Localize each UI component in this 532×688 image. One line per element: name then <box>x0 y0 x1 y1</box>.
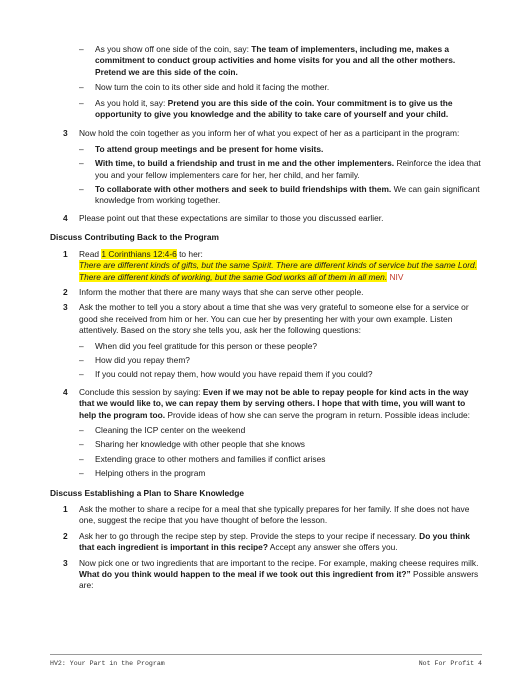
dash-marker: – <box>79 44 84 54</box>
step-bold-text: Do you think that each ingredient is important in this recipe? <box>79 530 470 553</box>
step-text: Ask her to go through the recipe step by step. Provide the steps to your recipe if necessary. <box>79 530 420 541</box>
step-number: 3 <box>63 128 68 139</box>
list-item <box>0 439 532 450</box>
item-bold-text: With time, to build a friendship and trust in me and the other implementers. <box>95 158 395 169</box>
dash-marker: – <box>79 82 84 93</box>
step-text: Now hold the coin together as you inform her of what you expect of her as a participant in the program: <box>79 128 460 139</box>
item-text: How did you repay them? <box>95 354 190 365</box>
list-item <box>0 454 532 465</box>
item-text: As you hold it, say: <box>95 97 168 108</box>
dash-marker: – <box>79 97 84 108</box>
scripture-quote: There are different kinds of gifts, but the same Spirit. There are different kinds of service but the same Lord. There are different kinds of working, but the same God works all of them in all men. <box>79 260 478 282</box>
numbered-step <box>0 387 532 421</box>
step-number: 4 <box>63 212 68 223</box>
footer-title: HV2: Your Part in the Program <box>50 660 165 667</box>
numbered-step <box>0 213 532 224</box>
dash-marker: – <box>79 453 84 464</box>
numbered-step <box>0 287 532 298</box>
list-item <box>0 369 532 380</box>
numbered-step <box>0 531 532 554</box>
step-text: Inform the mother that there are many ways that she can serve other people. <box>79 286 364 297</box>
step-text: Possible answers are: <box>79 569 479 591</box>
list-item <box>0 158 532 181</box>
item-bold-text: To attend group meetings and be present for home visits. <box>95 143 324 154</box>
dash-marker: – <box>79 468 84 479</box>
step-text: Conclude this session by saying: <box>79 386 203 397</box>
item-text: If you could not repay them, how would you have repaid them if you could? <box>95 369 373 380</box>
numbered-step <box>0 504 532 527</box>
item-text: Helping others in the program <box>95 468 206 479</box>
step-number: 2 <box>63 286 68 297</box>
dash-marker: – <box>79 184 84 195</box>
dash-marker: – <box>79 439 84 450</box>
list-item <box>0 468 532 479</box>
dash-marker: – <box>79 354 84 365</box>
list-item <box>0 98 532 121</box>
list-item <box>0 355 532 366</box>
dash-marker: – <box>79 369 84 380</box>
list-item <box>0 341 532 352</box>
step-text: Provide ideas of how she can serve the program in return. Possible ideas include: <box>165 409 471 420</box>
section-heading: Discuss Establishing a Plan to Share Knowledge <box>50 487 245 498</box>
footer-page-number: Not For Profit 4 <box>418 660 482 667</box>
step-bold-text: Even if we may not be able to repay people for kind acts in the way that we would like to, we can repay them by serving others. I hope that with time, you will want to help the program too. <box>79 386 469 420</box>
page-footer <box>50 654 482 669</box>
item-text: As you show off one side of the coin, say: <box>95 44 252 54</box>
section-heading: Discuss Contributing Back to the Program <box>50 232 219 243</box>
step-text: Please point out that these expectations are similar to those you discussed earlier. <box>79 212 384 223</box>
step-text: to her: <box>176 248 203 259</box>
step-number: 3 <box>63 557 68 568</box>
step-text: Ask the mother to tell you a story about a time that she was very grateful to someone else for a service or good she received from him or her. You can cue her by presenting her with your own example. Listen attentively. Based on the story she tells you, ask her the following questions: <box>79 302 469 336</box>
step-number: 4 <box>63 386 68 397</box>
item-text: When did you feel gratitude for this person or these people? <box>95 340 318 351</box>
step-number: 1 <box>63 504 68 514</box>
step-bold-text: What do you think would happen to the meal if we took out this ingredient from it?” <box>79 569 411 580</box>
item-bold-text: Pretend you are this side of the coin. Your commitment is to give us the opportunity to give you knowledge and the ability to take care of yourself and your child. <box>95 97 453 120</box>
dash-marker: – <box>79 424 84 435</box>
dash-marker: – <box>79 158 84 169</box>
list-item <box>0 425 532 436</box>
list-item <box>0 44 532 78</box>
numbered-step <box>0 249 532 283</box>
item-text: Extending grace to other mothers and families if conflict arises <box>95 453 326 464</box>
dash-marker: – <box>79 340 84 351</box>
step-text: Now pick one or two ingredients that are important to the recipe. For example, making cheese requires milk. <box>79 557 479 568</box>
step-number: 1 <box>63 248 68 259</box>
item-text: Sharing her knowledge with other people that she knows <box>95 439 305 450</box>
step-text: Read <box>79 248 102 259</box>
list-item <box>0 82 532 93</box>
dash-marker: – <box>79 143 84 154</box>
item-text: Now turn the coin to its other side and hold it facing the mother. <box>95 82 330 93</box>
list-item <box>0 184 532 207</box>
niv-label: NIV <box>387 271 404 282</box>
scripture-reference: 1 Corinthians 12:4-6 <box>101 248 177 259</box>
numbered-step <box>0 302 532 336</box>
numbered-step <box>0 558 532 592</box>
item-bold-text: To collaborate with other mothers and seek to build friendships with them. <box>95 184 392 195</box>
item-bold-text: The team of implementers, including me, makes a commitment to conduct group activities and home visits for you and all the other mothers. Pretend we are this side of the coin. <box>95 44 456 77</box>
page-content <box>0 44 532 596</box>
step-text: Ask the mother to share a recipe for a meal that she typically prepares for her family. If she does not have one, suggest the recipe that you have thought of before the lesson. <box>79 504 470 526</box>
item-text: Cleaning the ICP center on the weekend <box>95 424 246 435</box>
step-number: 2 <box>63 530 68 541</box>
numbered-step <box>0 128 532 139</box>
step-number: 3 <box>63 302 68 313</box>
list-item <box>0 144 532 155</box>
item-text: Reinforce the idea that you and your fellow implementers care for her, her child, and her family. <box>95 158 481 180</box>
item-text: We can gain significant knowledge from working together. <box>95 184 480 206</box>
step-text: Accept any answer she offers you. <box>267 542 398 553</box>
